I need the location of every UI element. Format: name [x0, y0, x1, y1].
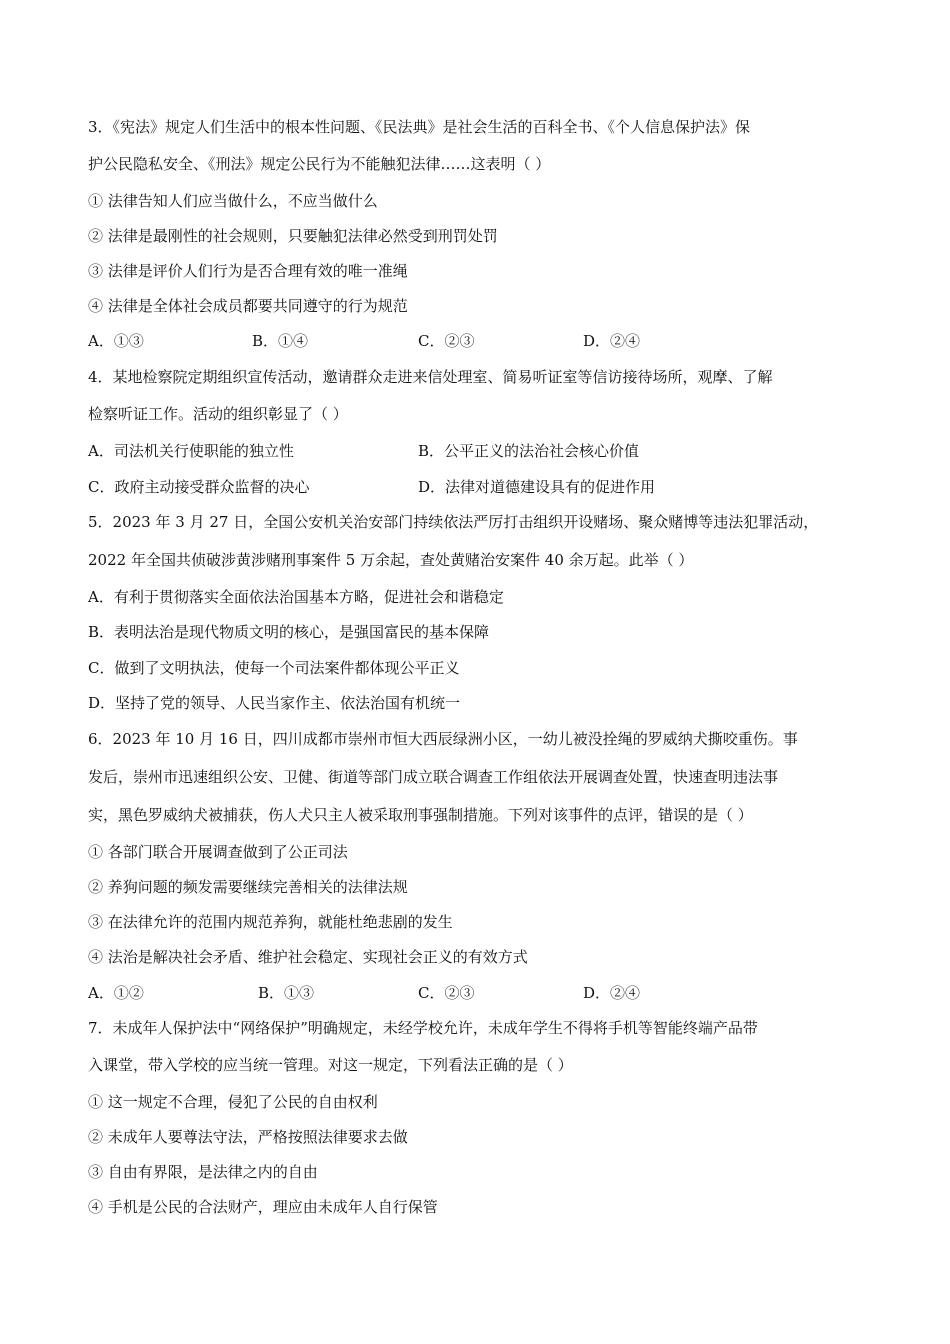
option-a: A．①② [88, 984, 144, 1002]
question-stem-line: 3．《宪法》规定人们生活中的根本性问题、《民法典》是社会生活的百科全书、《个人信息保护法》保 [88, 118, 751, 136]
option-d: D．法律对道德建设具有的促进作用 [418, 478, 656, 496]
option-b: B．公平正义的法治社会核心价值 [418, 442, 640, 460]
option-c: C．政府主动接受群众监督的决心 [88, 478, 310, 496]
question-stem-line: 护公民隐私安全、《刑法》规定公民行为不能触犯法律……这表明（ ） [88, 155, 551, 173]
question-stem-line: 2022 年全国共侦破涉黄涉赌刑事案件 5 万余起，查处黄赌治安案件 40 余万起。此举（ ） [88, 551, 694, 569]
option-a: A．①③ [88, 332, 144, 350]
question-stem-line: 入课堂，带入学校的应当统一管理。对这一规定，下列看法正确的是（ ） [88, 1056, 573, 1074]
question-stem-line: 7．未成年人保护法中“网络保护”明确规定，未经学校允许，未成年学生不得将手机等智能终端产品带 [88, 1019, 758, 1037]
statement: ① 这一规定不合理，侵犯了公民的自由权利 [88, 1093, 378, 1111]
statement: ② 法律是最刚性的社会规则，只要触犯法律必然受到刑罚处罚 [88, 227, 498, 245]
option-a: A．司法机关行使职能的独立性 [88, 442, 294, 460]
option-a: A．有利于贯彻落实全面依法治国基本方略，促进社会和谐稳定 [88, 588, 504, 606]
option-d: D．②④ [583, 332, 641, 350]
option-d: D．坚持了党的领导、人民当家作主、依法治国有机统一 [88, 694, 461, 712]
option-c: C．做到了文明执法，使每一个司法案件都体现公平正义 [88, 659, 460, 677]
question-stem-line: 检察听证工作。活动的组织彰显了（ ） [88, 405, 348, 423]
option-c: C．②③ [418, 984, 475, 1002]
question-stem-line: 6．2023 年 10 月 16 日，四川成都市崇州市恒大西辰绿洲小区，一幼儿被没拴绳的罗威纳犬撕咬重伤。事 [88, 730, 798, 748]
question-stem-line: 5．2023 年 3 月 27 日，全国公安机关治安部门持续依法严厉打击组织开设赌场、聚众赌博等违法犯罪活动， [88, 513, 819, 531]
option-c: C．②③ [418, 332, 475, 350]
statement: ③ 自由有界限，是法律之内的自由 [88, 1163, 318, 1181]
question-stem-line: 4．某地检察院定期组织宣传活动，邀请群众走进来信处理室、简易听证室等信访接待场所，观摩、了解 [88, 368, 773, 386]
statement: ④ 法治是解决社会矛盾、维护社会稳定、实现社会正义的有效方式 [88, 948, 528, 966]
option-b: B．表明法治是现代物质文明的核心，是强国富民的基本保障 [88, 623, 490, 641]
statement: ① 各部门联合开展调查做到了公正司法 [88, 843, 348, 861]
statement: ③ 在法律允许的范围内规范养狗，就能杜绝悲剧的发生 [88, 913, 453, 931]
statement: ② 未成年人要尊法守法，严格按照法律要求去做 [88, 1128, 408, 1146]
question-stem-line: 实，黑色罗威纳犬被捕获，伤人犬只主人被采取刑事强制措施。下列对该事件的点评，错误的是（ ） [88, 806, 753, 824]
option-d: D．②④ [583, 984, 641, 1002]
option-b: B．①④ [252, 332, 309, 350]
statement: ③ 法律是评价人们行为是否合理有效的唯一准绳 [88, 262, 408, 280]
option-b: B．①③ [258, 984, 315, 1002]
statement: ④ 法律是全体社会成员都要共同遵守的行为规范 [88, 297, 408, 315]
statement: ② 养狗问题的频发需要继续完善相关的法律法规 [88, 878, 408, 896]
question-stem-line: 发后，崇州市迅速组织公安、卫健、街道等部门成立联合调查工作组依法开展调查处置，快速查明违法事 [88, 768, 779, 786]
statement: ① 法律告知人们应当做什么，不应当做什么 [88, 192, 378, 210]
statement: ④ 手机是公民的合法财产，理应由未成年人自行保管 [88, 1198, 438, 1216]
